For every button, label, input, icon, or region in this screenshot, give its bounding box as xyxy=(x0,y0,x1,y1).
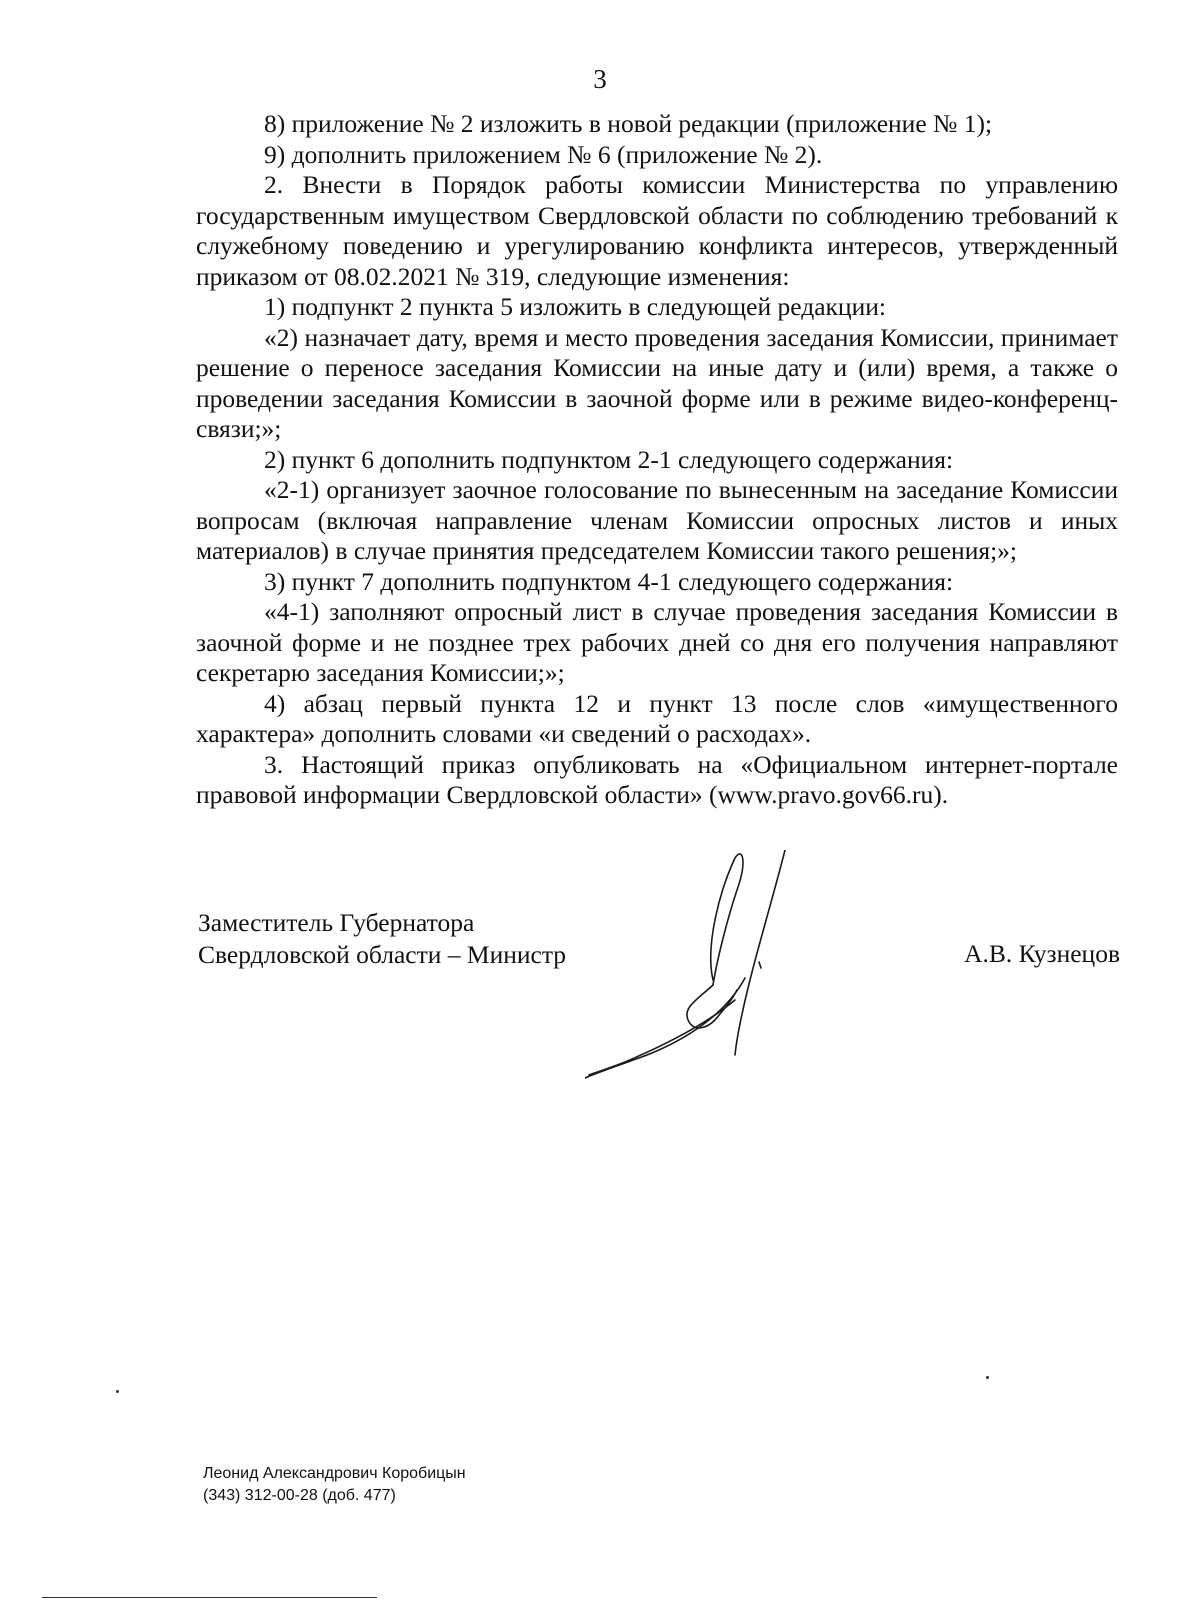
signatory-name: А.В. Кузнецов xyxy=(964,939,1120,968)
executor-info xyxy=(203,1463,466,1507)
signatory-position xyxy=(198,907,566,971)
scan-speck xyxy=(986,1376,989,1379)
paragraph-subpoint-3: 3) пункт 7 дополнить подпунктом 4-1 следующего содержания: xyxy=(264,566,954,596)
handwritten-signature xyxy=(585,850,825,1080)
paragraph-point-2: 2. Внести в Порядок работы комиссии Министерства по управлению государственным имуществом Свердловской области по соблюдению требований к служебному поведению и урегулированию конфликта интересов, утвержденный приказом от 08.02.2021 № 319, следующие изменения: xyxy=(196,170,1118,291)
executor-phone: (343) 312-00-28 (доб. 477) xyxy=(203,1487,396,1504)
scan-speck xyxy=(116,1390,119,1393)
page-number: 3 xyxy=(593,64,607,94)
paragraph-subpoint-2: 2) пункт 6 дополнить подпунктом 2-1 следующего содержания: xyxy=(264,444,954,474)
document-body xyxy=(196,109,1118,811)
paragraph-item-9: 9) дополнить приложением № 6 (приложение № 2). xyxy=(264,139,823,169)
signatory-position-line1: Заместитель Губернатора xyxy=(198,908,475,937)
paragraph-quote-2-1: «2-1) организует заочное голосование по вынесенным на заседание Комиссии вопросам (включая направление членам Комиссии опросных листов и иных материалов) в случае принятия председателем Комиссии такого решения;»; xyxy=(196,475,1118,565)
paragraph-item-8: 8) приложение № 2 изложить в новой редакции (приложение № 1); xyxy=(264,109,993,138)
paragraph-subpoint-1: 1) подпункт 2 пункта 5 изложить в следующей редакции: xyxy=(264,292,886,321)
signatory-position-line2: Свердловской области – Министр xyxy=(198,940,567,969)
footer-rule xyxy=(42,1597,377,1598)
paragraph-point-3: 3. Настоящий приказ опубликовать на «Официальном интернет-портале правовой информации Свердловской области» (www.pravo.gov66.ru). xyxy=(196,749,1118,809)
paragraph-quote-4-1: «4-1) заполняют опросный лист в случае проведения заседания Комиссии в заочной форме и не позднее трех рабочих дней со дня его получения направляют секретарю заседания Комиссии;»; xyxy=(196,597,1118,687)
executor-name: Леонид Александрович Коробицын xyxy=(203,1465,466,1482)
paragraph-subpoint-4: 4) абзац первый пункта 12 и пункт 13 после слов «имущественного характера» дополнить словами «и сведений о расходах». xyxy=(196,688,1118,748)
paragraph-quote-2: «2) назначает дату, время и место проведения заседания Комиссии, принимает решение о переносе заседания Комиссии на иные дату и (или) время, а также о проведении заседания Комиссии в заочной форме или в режиме видео-конференц-связи;»; xyxy=(196,322,1118,443)
